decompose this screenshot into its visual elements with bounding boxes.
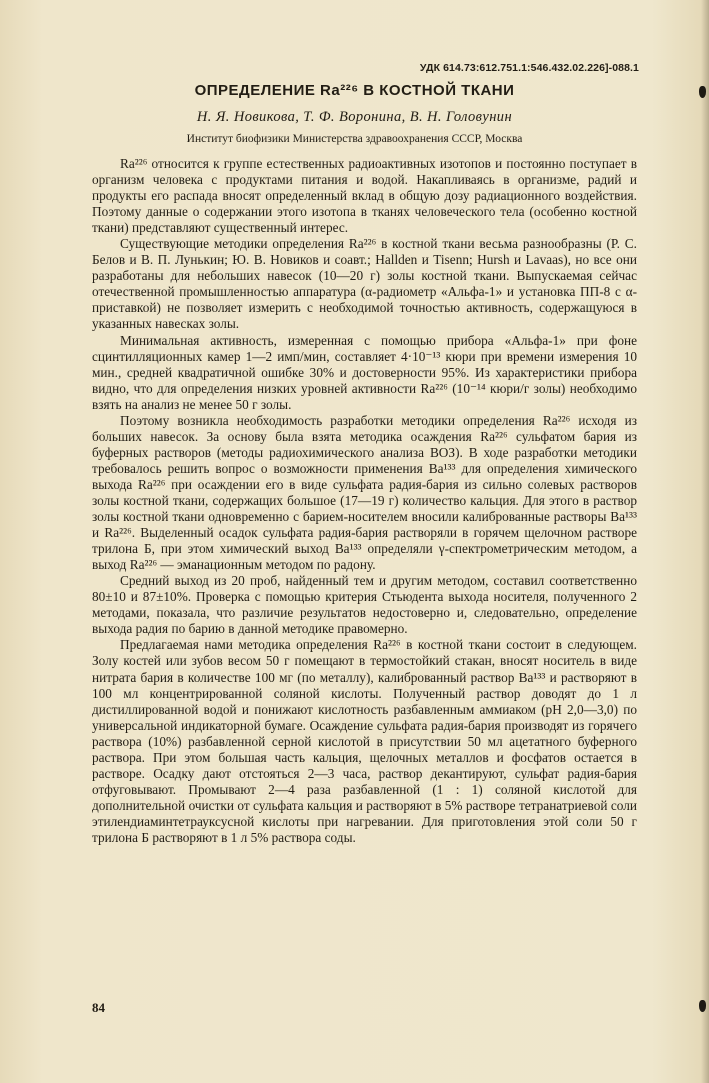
udk-code: УДК 614.73:612.751.1:546.432.02.226]-088.1	[419, 62, 639, 74]
paragraph: Существующие методики определения Ra²²⁶ в костной ткани весьма разнообразны (Р. С. Белов и В. П. Лунькин; Ю. В. Новиков и соавт.; Hallden и Tisenn; Hursh и Lavaas), но все они разработаны для небольших навесок (10—20 г) золы костной ткани. Выпускаемая сейчас отечественной промышленностью аппаратура (α-радиометр «Альфа-1» и установка ПП-8 с α-приставкой) не позволяет измерить с необходимой точностью активность, содержащуюся в указанных навесках золы.	[92, 236, 637, 332]
paragraph: Предлагаемая нами методика определения Ra²²⁶ в костной ткани состоит в следующем. Золу костей или зубов весом 50 г помещают в термостойкий стакан, вносят носитель в виде нитрата бария в количестве 100 мг (по металлу), калиброванный раствор Ba¹³³ и растворяют в 100 мл концентрированной соляной кислоты. Полученный раствор доводят до 1 л дистиллированной водой и понижают кислотность разбавленным аммиаком (pH 2,0—3,0) по универсальной индикаторной бумаге. Осаждение сульфата радия-бария производят из горячего раствора (10%) разбавленной серной кислотой в присутствии 50 мл ацетатного буферного раствора. При этом большая часть кальция, щелочных металлов и фосфатов остается в растворе. Осадку дают отстояться 2—3 часа, раствор декантируют, сульфат радия-бария отфуговывают. Промывают 2—4 раза разбавленной (1 : 1) соляной кислотой для дополнительной очистки от сульфата кальция и растворяют в 5% растворе тетранатриевой соли этилендиаминтетрауксусной кислоты при нагревании. Для приготовления этой соли 50 г трилона Б растворяют в 1 л 5% раствора соды.	[92, 637, 637, 845]
article-body	[92, 151, 637, 846]
article-authors: Н. Я. Новикова, Т. Ф. Воронина, В. Н. Головунин	[196, 109, 513, 125]
paragraph: Ra²²⁶ относится к группе естественных радиоактивных изотопов и постоянно поступает в организм человека с продуктами питания и водой. Накапливаясь в организме, радий и продукты его распада вносят определенный вклад в общую дозу радиационного воздействия. Поэтому данные о содержании этого изотопа в тканях человеческого тела (особенно костной ткани) представляют существенный интерес.	[92, 156, 637, 236]
paragraph: Минимальная активность, измеренная с помощью прибора «Альфа-1» при фоне сцинтилляционных камер 1—2 имп/мин, составляет 4·10⁻¹³ кюри при времени измерения 10 мин., средней квадратичной ошибке 30% и достоверности 95%. Из характеристики прибора видно, что для определения низких уровней активности Ra²²⁶ (10⁻¹⁴ кюри/г золы) необходимо взять на анализ не менее 50 г золы.	[92, 332, 637, 412]
paragraph: Поэтому возникла необходимость разработки методики определения Ra²²⁶ исходя из больших навесок. За основу была взята методика осаждения Ra²²⁶ сульфатом бария из буферных растворов (методы радиохимического анализа ВОЗ). В ходе разработки методики требовалось решить вопрос о возможности применения Ba¹³³ для определения химического выхода Ra²²⁶ при осаждении его в виде сульфата радия-бария из сильно солевых растворов золы костной ткани, содержащих большое (17—19 г) количество кальция. Для этого в раствор золы костной ткани одновременно с барием-носителем вносили калиброванные растворы Ba¹³³ и Ra²²⁶. Выделенный осадок сульфата радия-бария растворяли в горячем щелочном растворе трилона Б, при этом химический выход Ba¹³³ определяли γ-спектрометрическим методом, а выход Ra²²⁶ — эманационным методом по радону.	[92, 412, 637, 573]
page-edge-shadow	[701, 0, 709, 1083]
binding-mark-bottom	[699, 1000, 706, 1012]
article-title: ОПРЕДЕЛЕНИЕ Ra²²⁶ В КОСТНОЙ ТКАНИ	[194, 82, 515, 99]
page-number: 84	[92, 1000, 105, 1015]
paragraph: Средний выход из 20 проб, найденный тем и другим методом, составил соответственно 80±10 и 87±10%. Проверка с помощью критерия Стьюдента выхода носителя, полученного 2 методами, показала, что различие результатов недостоверно и, следовательно, определение выхода радия по барию в данной методике правомерно.	[92, 573, 637, 637]
author-institute: Институт биофизики Министерства здравоохранения СССР, Москва	[186, 133, 523, 145]
